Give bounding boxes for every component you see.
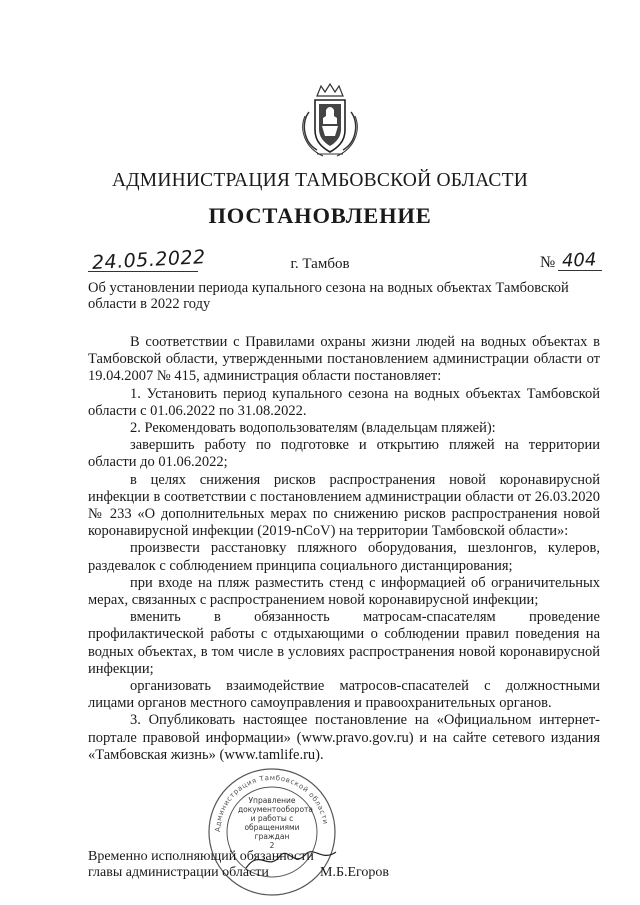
document-date: 24.05.2022 xyxy=(91,246,207,274)
stamp-department: Управление документооборота и работы с обращениями граждан xyxy=(238,796,313,841)
item-3: 3. Опубликовать настоящее постановление на «Официальном интернет-портале правовой информации» (www.pravo.gov.ru) и на сайте сетевого издания «Тамбовская жизнь» (www.tamlife.ru). xyxy=(88,712,600,763)
tambov-coat-of-arms-icon xyxy=(297,82,363,162)
item-2-b-3: вменить в обязанность матросам-спасателям проведение профилактической работы с отдыхающими о соблюдении правил поведения на водных объектах, в том числе в условиях распространения новой коронавирусной инфекции; xyxy=(88,609,600,677)
document-number: 404 xyxy=(561,249,597,272)
item-1: 1. Установить период купального сезона на водных объектах Тамбовской области с 01.06.2022 по 31.08.2022. xyxy=(88,385,600,419)
item-2-b: в целях снижения рисков распространения новой коронавирусной инфекции в соответствии с постановлением администрации области от 26.03.2020 № 233 «О дополнительных мерах по снижению рисков распространения новой коронавирусной инфекции (2019-nCoV) на территории Тамбовской области»: xyxy=(88,471,600,540)
stamp-number: 2 xyxy=(269,841,275,850)
organization-title: АДМИНИСТРАЦИЯ ТАМБОВСКОЙ ОБЛАСТИ xyxy=(112,170,528,191)
item-2-b-1: произвести расстановку пляжного оборудования, шезлонгов, кулеров, раздевалок с соблюдением принципа социального дистанцирования; xyxy=(88,540,600,574)
document-subject: Об установлении периода купального сезона на водных объектах Тамбовской области в 2022 году xyxy=(88,280,569,312)
document-body xyxy=(88,334,600,764)
item-2-b-2: при входе на пляж разместить стенд с информацией об ограничительных мерах, связанных с распространением новой коронавирусной инфекции; xyxy=(88,574,600,609)
item-2-a: завершить работу по подготовке и открытию пляжей на территории области до 01.06.2022; xyxy=(88,437,600,471)
document-number-label: № xyxy=(540,254,556,271)
signatory-position: Временно исполняющий обязанности главы администрации области xyxy=(88,849,314,880)
item-2-c: организовать взаимодействие матросов-спасателей с должностными лицами органов местного самоуправления и правоохранительных органов. xyxy=(88,678,600,712)
signatory-name: М.Б.Егоров xyxy=(320,865,390,880)
item-2: 2. Рекомендовать водопользователям (владельцам пляжей): xyxy=(130,420,496,437)
number-underline xyxy=(558,270,602,271)
preamble-paragraph: В соответствии с Правилами охраны жизни людей на водных объектах в Тамбовской области, утвержденными постановлением администрации области от 19.04.2007 № 415, администрация области постановляет: xyxy=(88,334,600,385)
document-city: г. Тамбов xyxy=(290,256,350,272)
document-type-title: ПОСТАНОВЛЕНИЕ xyxy=(208,203,432,228)
stamp-ring-text: Администрация Тамбовской области xyxy=(213,773,330,833)
